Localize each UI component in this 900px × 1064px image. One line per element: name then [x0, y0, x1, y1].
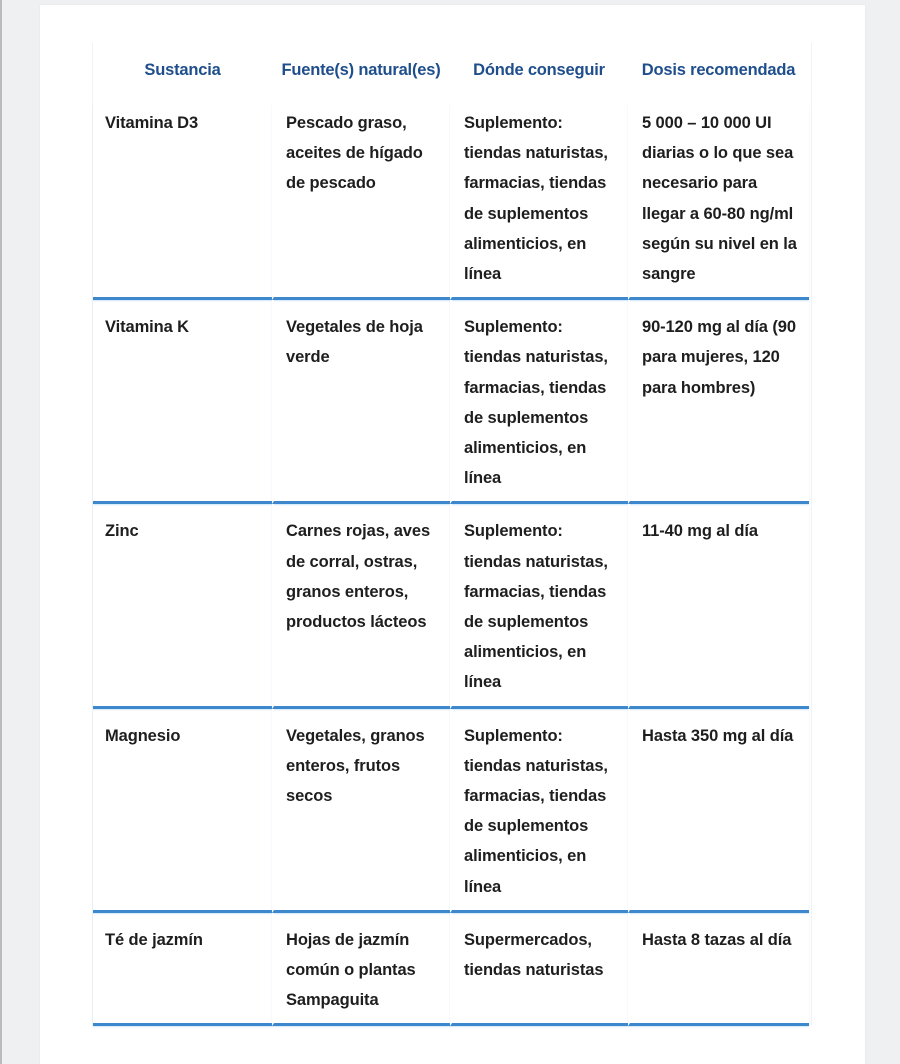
table-row-zinc	[93, 504, 809, 708]
table-row-magnesium	[93, 709, 809, 913]
cell-substance: Vitamina K	[93, 300, 272, 504]
cell-sources: Hojas de jazmín común o plantas Sampaguita	[272, 913, 450, 1027]
cell-substance: Té de jazmín	[93, 913, 272, 1027]
document-card	[40, 5, 865, 1064]
header-substance: Sustancia	[144, 61, 221, 79]
table-header-row	[93, 43, 809, 104]
cell-substance: Zinc	[93, 504, 272, 708]
table-row-vitamin-k	[93, 300, 809, 504]
cell-substance: Magnesio	[93, 709, 272, 913]
cell-dose: Hasta 350 mg al día	[628, 709, 809, 913]
cell-sources: Pescado graso, aceites de hígado de pescado	[272, 104, 450, 300]
cell-where: Suplemento: tiendas naturistas, farmacias, tiendas de suplementos alimenticios, en línea	[450, 709, 628, 913]
cell-dose: 90-120 mg al día (90 para mujeres, 120 para hombres)	[628, 300, 809, 504]
cell-where: Suplemento: tiendas naturistas, farmacias, tiendas de suplementos alimenticios, en línea	[450, 104, 628, 300]
supplement-table-container	[92, 43, 812, 1026]
cell-where: Suplemento: tiendas naturistas, farmacias, tiendas de suplementos alimenticios, en línea	[450, 300, 628, 504]
window-edge	[0, 0, 2, 1064]
cell-dose: 5 000 – 10 000 UI diarias o lo que sea necesario para llegar a 60-80 ng/ml según su nivel en la sangre	[628, 104, 809, 300]
header-recommended-dose: Dosis recomendada	[641, 61, 796, 79]
cell-sources: Vegetales, granos enteros, frutos secos	[272, 709, 450, 913]
cell-dose: Hasta 8 tazas al día	[628, 913, 809, 1027]
supplement-table	[93, 43, 809, 1026]
header-where-to-get: Dónde conseguir	[473, 61, 605, 79]
table-row-vitamin-d3	[93, 104, 809, 300]
table-row-jasmine-tea	[93, 913, 809, 1027]
header-natural-sources: Fuente(s) natural(es)	[281, 61, 441, 79]
cell-where: Suplemento: tiendas naturistas, farmacias, tiendas de suplementos alimenticios, en línea	[450, 504, 628, 708]
cell-substance: Vitamina D3	[93, 104, 272, 300]
cell-sources: Vegetales de hoja verde	[272, 300, 450, 504]
cell-where: Supermercados, tiendas naturistas	[450, 913, 628, 1027]
cell-sources: Carnes rojas, aves de corral, ostras, granos enteros, productos lácteos	[272, 504, 450, 708]
cell-dose: 11-40 mg al día	[628, 504, 809, 708]
